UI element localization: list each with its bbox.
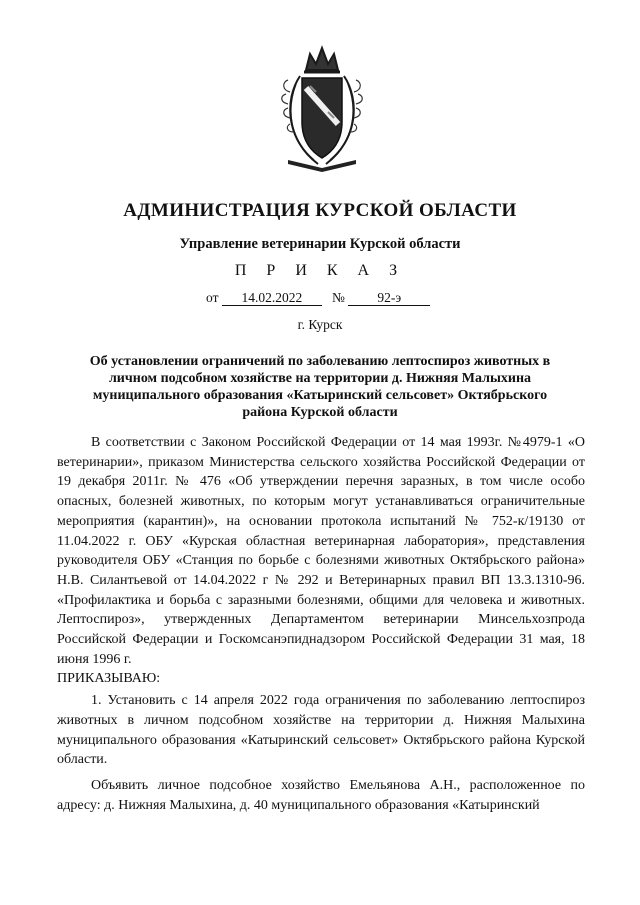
preamble-paragraph: В соответствии с Законом Российской Федерации от 14 мая 1993г. №4979-1 «О ветеринарии», приказом Министерства сельского хозяйства Российской Федерации от 19 декабря 2011г. № 476 «Об утверждении перечня заразных, в том числе особо опасных, болезней животных, по которым могут устанавливаться ограничительные мероприятия (карантин)», на основании протокола испытаний № 752-к/19130 от 11.04.2022 г. ОБУ «Курская областная ветеринарная лаборатория», представления руководителя ОБУ «Станция по борьбе с болезнями животных Октябрьского района» Н.В. Силантьевой от 14.04.2022 г № 292 и Ветеринарных правил ВП 13.3.1310-96. «Профилактика и борьба с заразными болезнями, общими для человека и животных. Лептоспироз», утвержденных Департаментом ветеринарии Минсельхозпрода Российской Федерации и Госкомсанэпиднадзором Российской Федерации 31 мая, 18 июня 1996 г. (57, 435, 585, 667)
order-number: 92-э (348, 291, 430, 306)
date-prefix: от (206, 290, 219, 305)
city: г. Курск (297, 317, 343, 332)
number-prefix: № (331, 290, 345, 305)
document-body (57, 433, 585, 815)
order-item-1: 1. Установить с 14 апреля 2022 года ограничения по заболеванию лептоспироз животных в личном подсобном хозяйстве на территории д. Нижняя Малыхина муниципального образования «Катыринский сельсовет» Октябрьского района Курской области. (57, 693, 585, 768)
paragraph-2: Объявить личное подсобное хозяйство Емельянова А.Н., расположенное по адресу: д. Нижняя Малыхина, д. 40 муниципального образования «Катыринский (57, 777, 585, 813)
department-name: Управление ветеринарии Курской области (179, 236, 461, 252)
organization-name: АДМИНИСТРАЦИЯ КУРСКОЙ ОБЛАСТИ (123, 200, 517, 221)
document-type: П Р И К А З (234, 262, 406, 279)
order-word: ПРИКАЗЫВАЮ: (57, 671, 161, 687)
document-title: Об установлении ограничений по заболеванию лептоспироз животных в личном подсобном хозяйстве на территории д. Нижняя Малыхина муниципального образования «Катыринский сельсовет» Октябрьского района Курской области (89, 354, 551, 420)
order-date: 14.02.2022 (222, 291, 322, 306)
order-number-line (206, 290, 430, 306)
kursk-coat-of-arms-icon (276, 40, 368, 172)
